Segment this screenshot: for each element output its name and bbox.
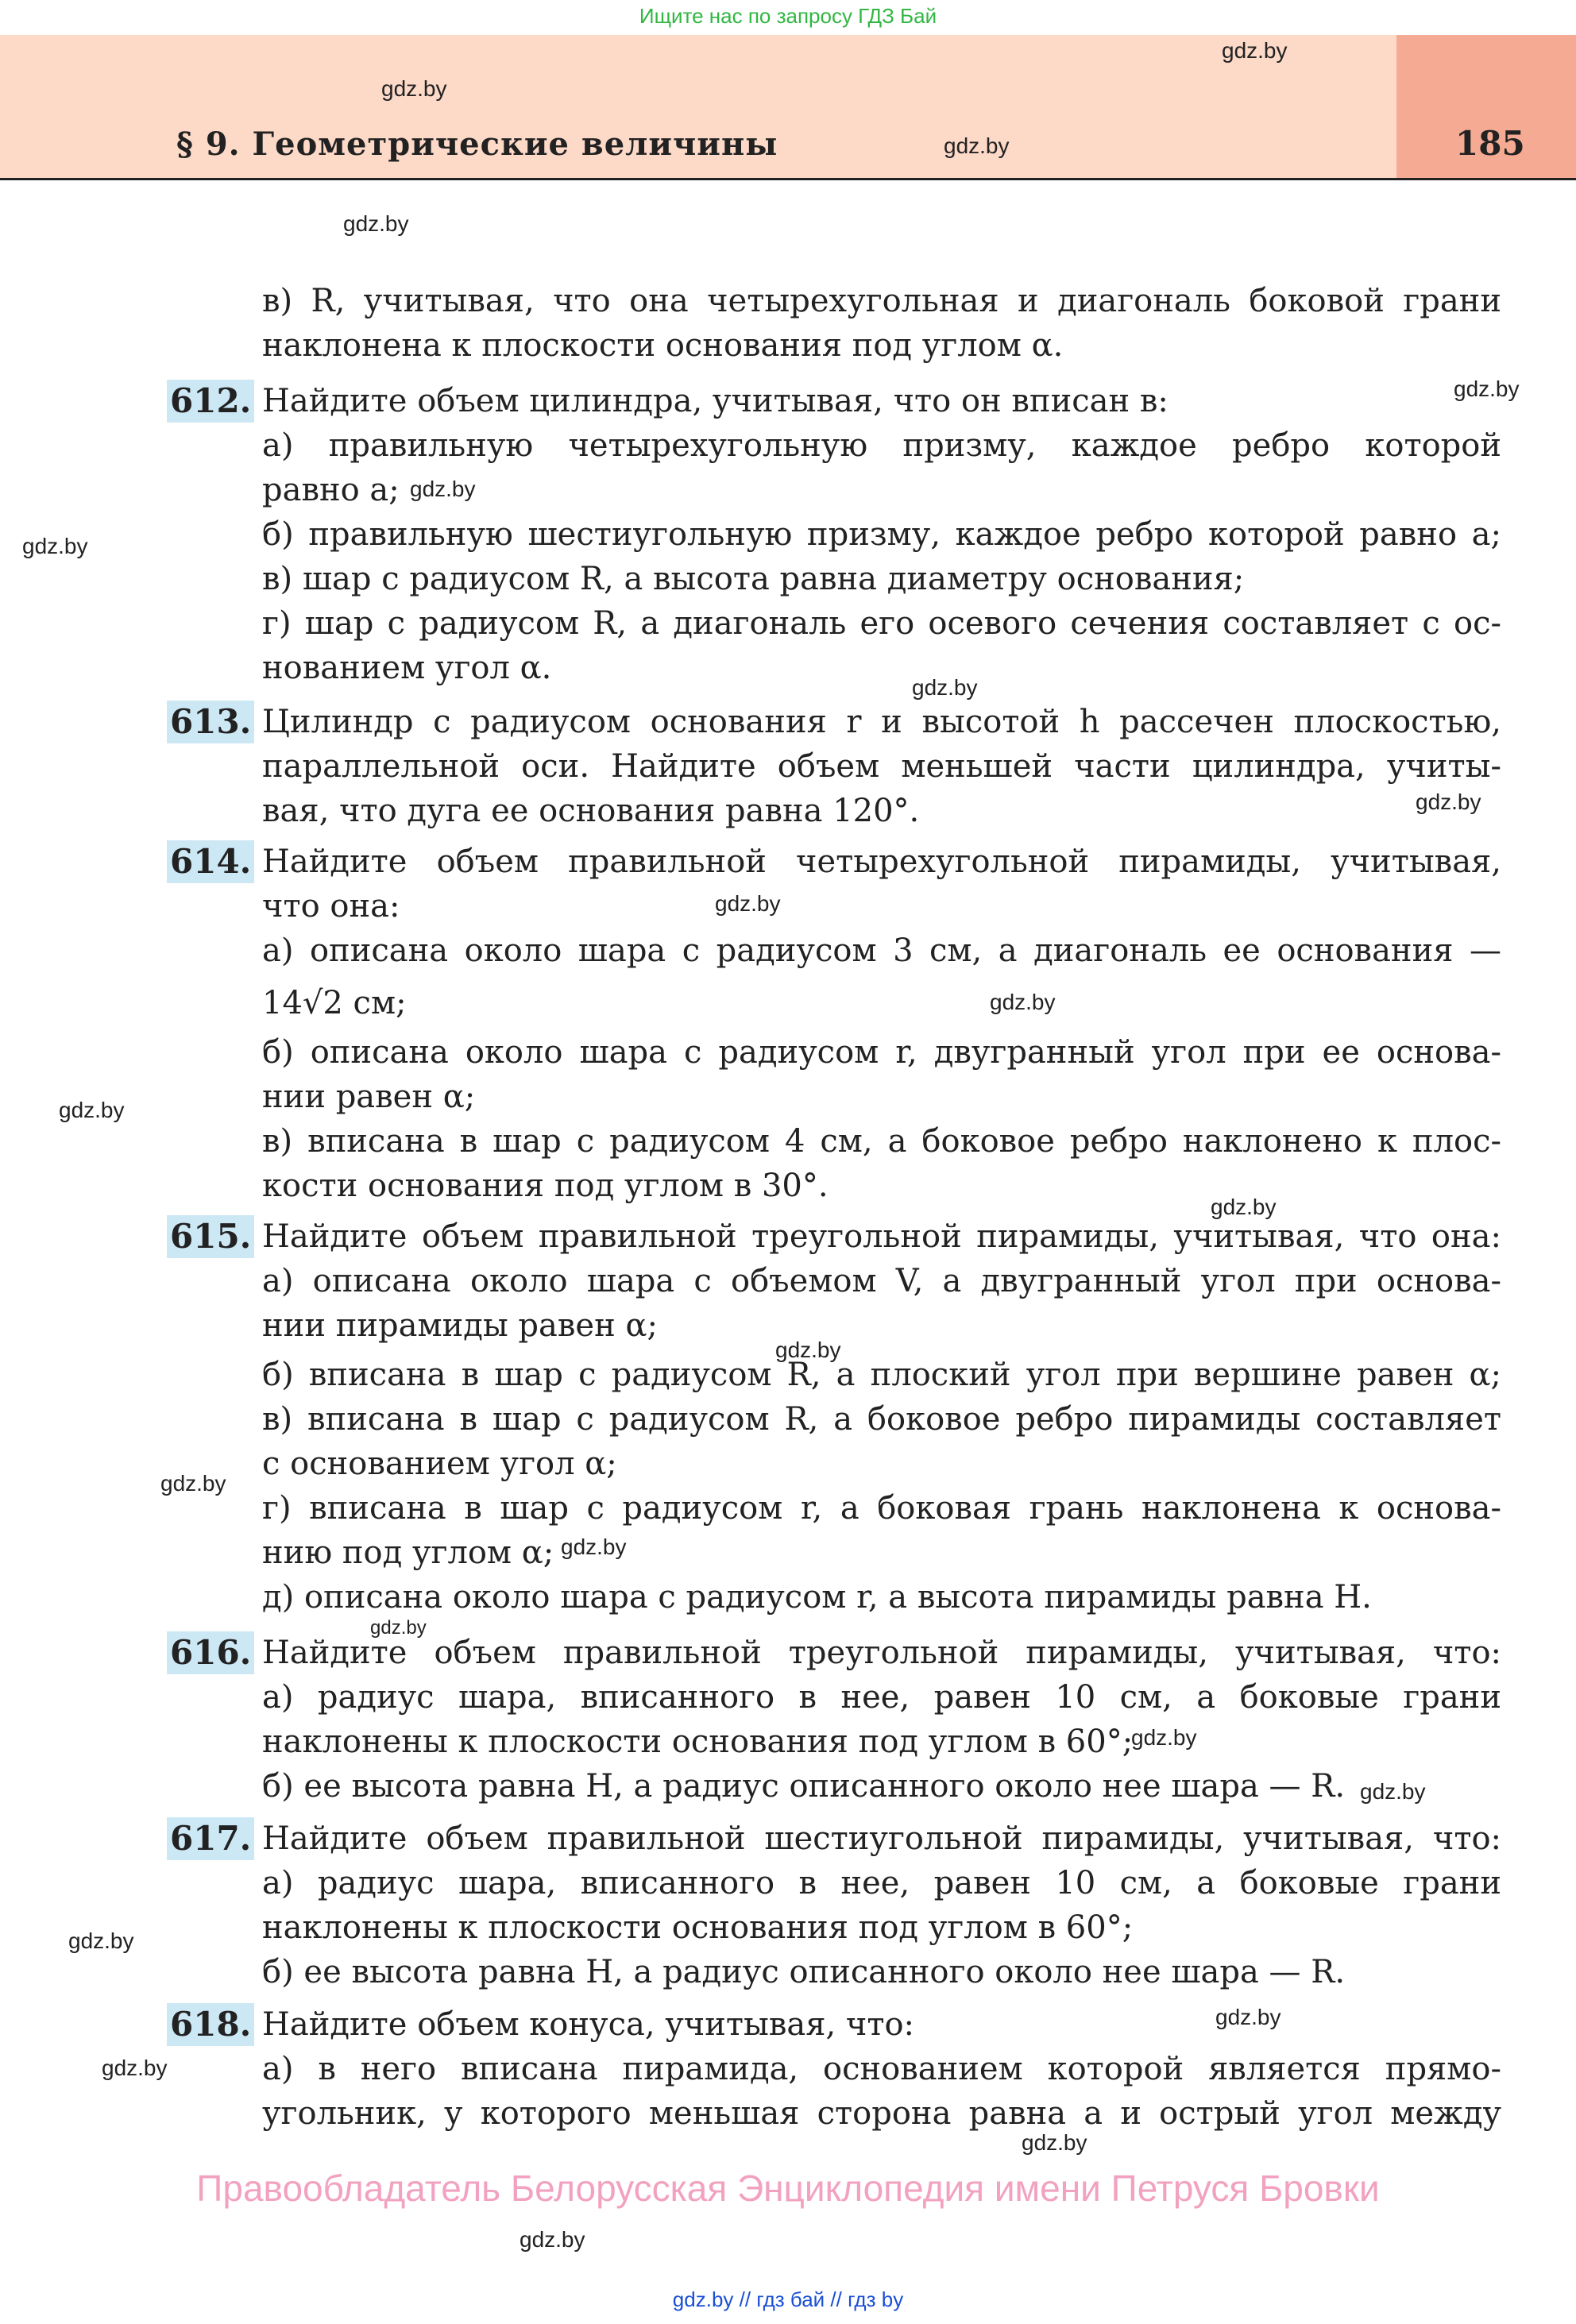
watermark: gdz.by: [990, 990, 1056, 1014]
intro-line: наклонена к плоскости основания под углом α.: [262, 327, 1064, 364]
watermark: gdz.by: [912, 675, 978, 700]
problem-line: вая, что дуга ее основания равна 120°.: [262, 793, 920, 829]
watermark: gdz.by: [102, 2056, 168, 2080]
watermark: gdz.by: [68, 1928, 134, 1953]
problem-line: а) правильную четырехугольную призму, каждое ребро которой: [262, 427, 1501, 464]
watermark: gdz.by: [160, 1471, 226, 1496]
problem-line: в) вписана в шар с радиусом R, а боковое ребро пирамиды составляет: [262, 1401, 1501, 1438]
problem-line: а) описана около шара с объемом V, а двугранный угол при основа-: [262, 1263, 1501, 1299]
problem-line: Найдите объем конуса, учитывая, что:: [262, 2006, 915, 2043]
problem-line: Найдите объем цилиндра, учитывая, что он вписан в:: [262, 383, 1168, 419]
problem-line: в) вписана в шар с радиусом 4 см, а боковое ребро наклонено к плос-: [262, 1123, 1501, 1160]
watermark: gdz.by: [370, 1617, 427, 1639]
problem-line: г) вписана в шар с радиусом r, а боковая грань наклонена к основа-: [262, 1490, 1501, 1527]
problem-line: наклонены к плоскости основания под углом в 60°;: [262, 1724, 1134, 1760]
problem-number: 615.: [167, 1215, 254, 1258]
problem-line: а) описана около шара с радиусом 3 см, а диагональ ее основания —: [262, 932, 1501, 969]
problem-line: б) ее высота равна H, а радиус описанного около нее шара — R.: [262, 1954, 1346, 1990]
watermark: gdz.by: [775, 1338, 841, 1362]
top-search-link[interactable]: Ищите нас по запросу ГДЗ Бай: [639, 4, 937, 28]
problem-line: б) правильную шестиугольную призму, каждое ребро которой равно a;: [262, 516, 1501, 553]
problem-line: что она:: [262, 888, 400, 925]
watermark: gdz.by: [1022, 2130, 1087, 2155]
section-title: § 9. Геометрические величины: [176, 125, 778, 163]
problem-line: б) вписана в шар с радиусом R, а плоский угол при вершине равен α;: [262, 1357, 1501, 1393]
watermark: gdz.by: [343, 211, 409, 236]
footer-links[interactable]: gdz.by // гдз бай // гдз by: [672, 2287, 904, 2311]
watermark: gdz.by: [381, 76, 447, 101]
problem-line: Найдите объем правильной треугольной пирамиды, учитывая, что она:: [262, 1218, 1501, 1255]
watermark: gdz.by: [1215, 2005, 1281, 2029]
watermark: gdz.by: [1454, 376, 1520, 401]
problem-line: а) радиус шара, вписанного в нее, равен 10 см, а боковые грани: [262, 1865, 1501, 1901]
problem-line: Найдите объем правильной шестиугольной пирамиды, учитывая, что:: [262, 1820, 1501, 1857]
problem-line: нию под углом α;: [262, 1535, 554, 1571]
watermark: gdz.by: [1360, 1779, 1426, 1804]
problem-line: г) шар с радиусом R, а диагональ его осевого сечения составляет с ос-: [262, 605, 1501, 642]
problem-line: нии пирамиды равен α;: [262, 1307, 658, 1344]
problem-line: Найдите объем правильной треугольной пирамиды, учитывая, что:: [262, 1635, 1501, 1671]
watermark: gdz.by: [715, 891, 781, 916]
problem-line: а) радиус шара, вписанного в нее, равен 10 см, а боковые грани: [262, 1679, 1501, 1716]
problem-number: 613.: [167, 701, 254, 743]
watermark: gdz.by: [1131, 1725, 1197, 1750]
problem-line: угольник, у которого меньшая сторона равна a и острый угол между: [262, 2095, 1501, 2132]
problem-line: кости основания под углом в 30°.: [262, 1168, 829, 1204]
problem-line: б) ее высота равна H, а радиус описанного около нее шара — R.: [262, 1768, 1346, 1805]
watermark: gdz.by: [1416, 789, 1481, 814]
problem-line: Цилиндр с радиусом основания r и высотой h рассечен плоскостью,: [262, 704, 1501, 740]
problem-line: 14√2 см;: [262, 985, 407, 1021]
problem-number: 612.: [167, 380, 254, 423]
problem-line: нии равен α;: [262, 1079, 476, 1115]
problem-line: параллельной оси. Найдите объем меньшей части цилиндра, учиты-: [262, 748, 1501, 785]
watermark: gdz.by: [1211, 1195, 1277, 1219]
problem-line: с основанием угол α;: [262, 1446, 617, 1482]
watermark: gdz.by: [59, 1098, 125, 1122]
problem-number: 617.: [167, 1817, 254, 1860]
problem-line: Найдите объем правильной четырехугольной пирамиды, учитывая,: [262, 844, 1501, 880]
intro-line: в) R, учитывая, что она четырехугольная и диагональ боковой грани: [262, 283, 1501, 319]
problem-line: а) в него вписана пирамида, основанием которой является прямо-: [262, 2051, 1501, 2087]
watermark: gdz.by: [1222, 38, 1288, 63]
problem-number: 618.: [167, 2003, 254, 2046]
header-rule: [0, 178, 1576, 180]
problem-line: наклонены к плоскости основания под углом в 60°;: [262, 1909, 1134, 1946]
watermark: gdz.by: [520, 2227, 585, 2252]
problem-number: 616.: [167, 1631, 254, 1674]
copyright-notice: Правообладатель Белорусская Энциклопедия имени Петруся Бровки: [196, 2168, 1380, 2209]
page-number: 185: [1455, 124, 1525, 163]
watermark: gdz.by: [944, 133, 1010, 158]
watermark: gdz.by: [22, 534, 88, 558]
watermark: gdz.by: [410, 477, 476, 501]
problem-line: нованием угол α.: [262, 650, 552, 686]
problem-line: равно a;: [262, 472, 400, 508]
problem-line: в) шар с радиусом R, а высота равна диаметру основания;: [262, 561, 1245, 597]
problem-number: 614.: [167, 840, 254, 883]
problem-line: б) описана около шара с радиусом r, двугранный угол при ее основа-: [262, 1034, 1501, 1071]
watermark: gdz.by: [561, 1535, 627, 1559]
problem-line: д) описана около шара с радиусом r, а высота пирамиды равна H.: [262, 1579, 1372, 1616]
